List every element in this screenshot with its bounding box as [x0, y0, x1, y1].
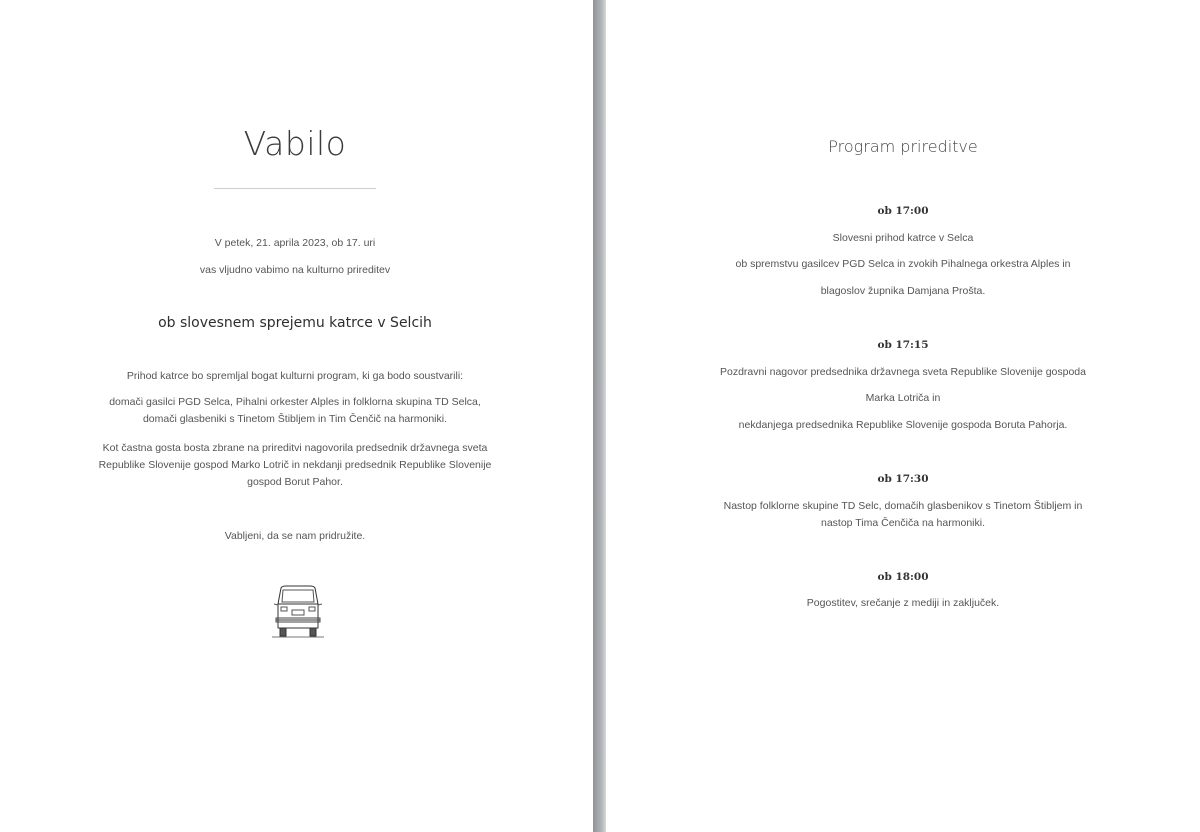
page-program — [606, 0, 1200, 832]
invite-line: vas vljudno vabimo na kulturno prireditev — [199, 264, 391, 276]
program-line: nastop Tima Čenčiča na harmoniki. — [821, 517, 985, 529]
program-line: Marka Lotriča in — [865, 392, 941, 404]
program-title: Program prireditve — [828, 137, 978, 156]
program-line: Nastop folklorne skupine TD Selc, domačih glasbenikov s Tinetom Štibljem in — [723, 500, 1083, 512]
car-rear-icon — [270, 584, 326, 640]
invitation-title: Vabilo — [243, 124, 347, 163]
closing-line: Vabljeni, da se nam pridružite. — [224, 530, 366, 542]
program-line: nekdanjega predsednika Republike Slovenije gospoda Boruta Pahorja. — [738, 419, 1068, 431]
program-time-1715: ob 17:15 — [877, 339, 929, 351]
program-time-1730: ob 17:30 — [877, 473, 929, 485]
program-line: ob spremstvu gasilcev PGD Selca in zvokih Pihalnega orkestra Alples in — [735, 258, 1071, 270]
event-subtitle: ob slovesnem sprejemu katrce v Selcih — [158, 315, 432, 331]
program-time-1700: ob 17:00 — [877, 205, 929, 217]
program-line: blagoslov župnika Damjana Prošta. — [820, 285, 986, 297]
program-time-1800: ob 18:00 — [877, 571, 929, 583]
program-line: Pozdravni nagovor predsednika državnega sveta Republike Slovenije gospoda — [720, 366, 1086, 378]
event-date: V petek, 21. aprila 2023, ob 17. uri — [214, 237, 376, 249]
guests-paragraph: Kot častna gosta bosta zbrane na prireditvi nagovorila predsednik državnega sveta Republike Slovenije gospod Marko Lotrič in nekdanji predsednik Republike Slovenije gospod Borut Pahor. — [98, 442, 492, 488]
program-line: Pogostitev, srečanje z mediji in zaključek. — [806, 597, 1000, 609]
program-line: Slovesni prihod katrce v Selca — [832, 232, 974, 244]
participants-paragraph: domači gasilci PGD Selca, Pihalni orkester Alples in folklorna skupina TD Selca, domači glasbeniki s Tinetom Štibljem in Tim Čenčič na harmoniki. — [109, 396, 481, 425]
title-divider — [214, 188, 376, 189]
page-invitation — [0, 0, 593, 832]
page-gutter — [593, 0, 606, 832]
program-intro: Prihod katrce bo spremljal bogat kulturni program, ki ga bodo soustvarili: — [126, 370, 464, 382]
